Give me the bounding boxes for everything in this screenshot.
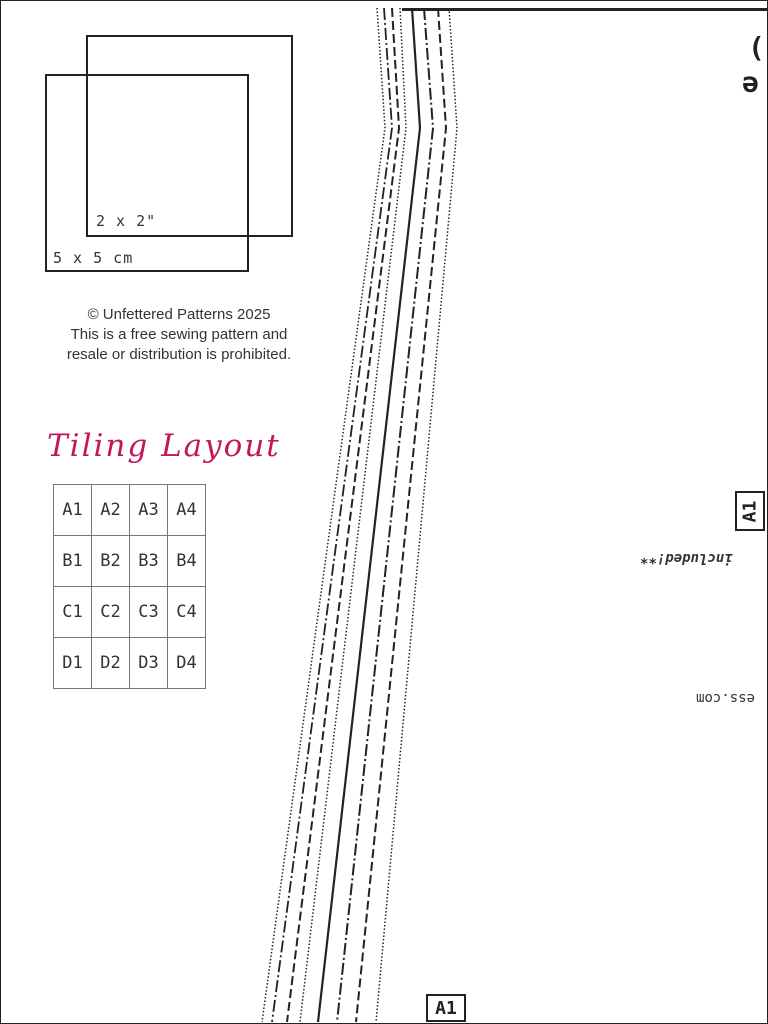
tile-cell: D2 <box>92 638 130 689</box>
line-solid <box>318 8 420 1022</box>
test-square-inch-label: 2 x 2" <box>96 212 157 230</box>
line-dashed-2 <box>356 8 446 1022</box>
tiling-layout-title: Tiling Layout <box>47 428 281 464</box>
tile-cell: C1 <box>54 587 92 638</box>
tile-marker-bottom: A1 <box>426 994 466 1022</box>
tile-cell: C2 <box>92 587 130 638</box>
tile-cell: B4 <box>168 536 206 587</box>
test-square-cm-label: 5 x 5 cm <box>53 249 134 267</box>
copyright-notice <box>40 305 318 365</box>
test-square-cm <box>45 74 249 272</box>
tile-cell: A4 <box>168 485 206 536</box>
tile-cell: D1 <box>54 638 92 689</box>
pattern-edge-glyph: e <box>742 70 759 103</box>
inverted-note: included!** <box>640 550 733 566</box>
tile-cell: B3 <box>130 536 168 587</box>
tile-cell: D4 <box>168 638 206 689</box>
inverted-url: ess.com <box>696 690 756 706</box>
license-line: resale or distribution is prohibited. <box>66 346 292 363</box>
copyright-line: © Unfettered Patterns 2025 <box>87 306 271 323</box>
tile-cell: B1 <box>54 536 92 587</box>
tile-marker-side <box>735 491 765 531</box>
tile-cell: C4 <box>168 587 206 638</box>
tile-cell: B2 <box>92 536 130 587</box>
tile-cell: A2 <box>92 485 130 536</box>
line-dashed-1 <box>287 8 399 1022</box>
license-line: This is a free sewing pattern and <box>70 326 288 343</box>
tiling-grid <box>53 484 206 689</box>
tile-cell: D3 <box>130 638 168 689</box>
tile-cell: A3 <box>130 485 168 536</box>
tile-cell: A1 <box>54 485 92 536</box>
pattern-top-edge <box>402 8 768 11</box>
tile-cell: C3 <box>130 587 168 638</box>
pattern-edge-glyph: ( <box>748 31 765 64</box>
tile-marker-side-text: A1 <box>739 500 761 522</box>
